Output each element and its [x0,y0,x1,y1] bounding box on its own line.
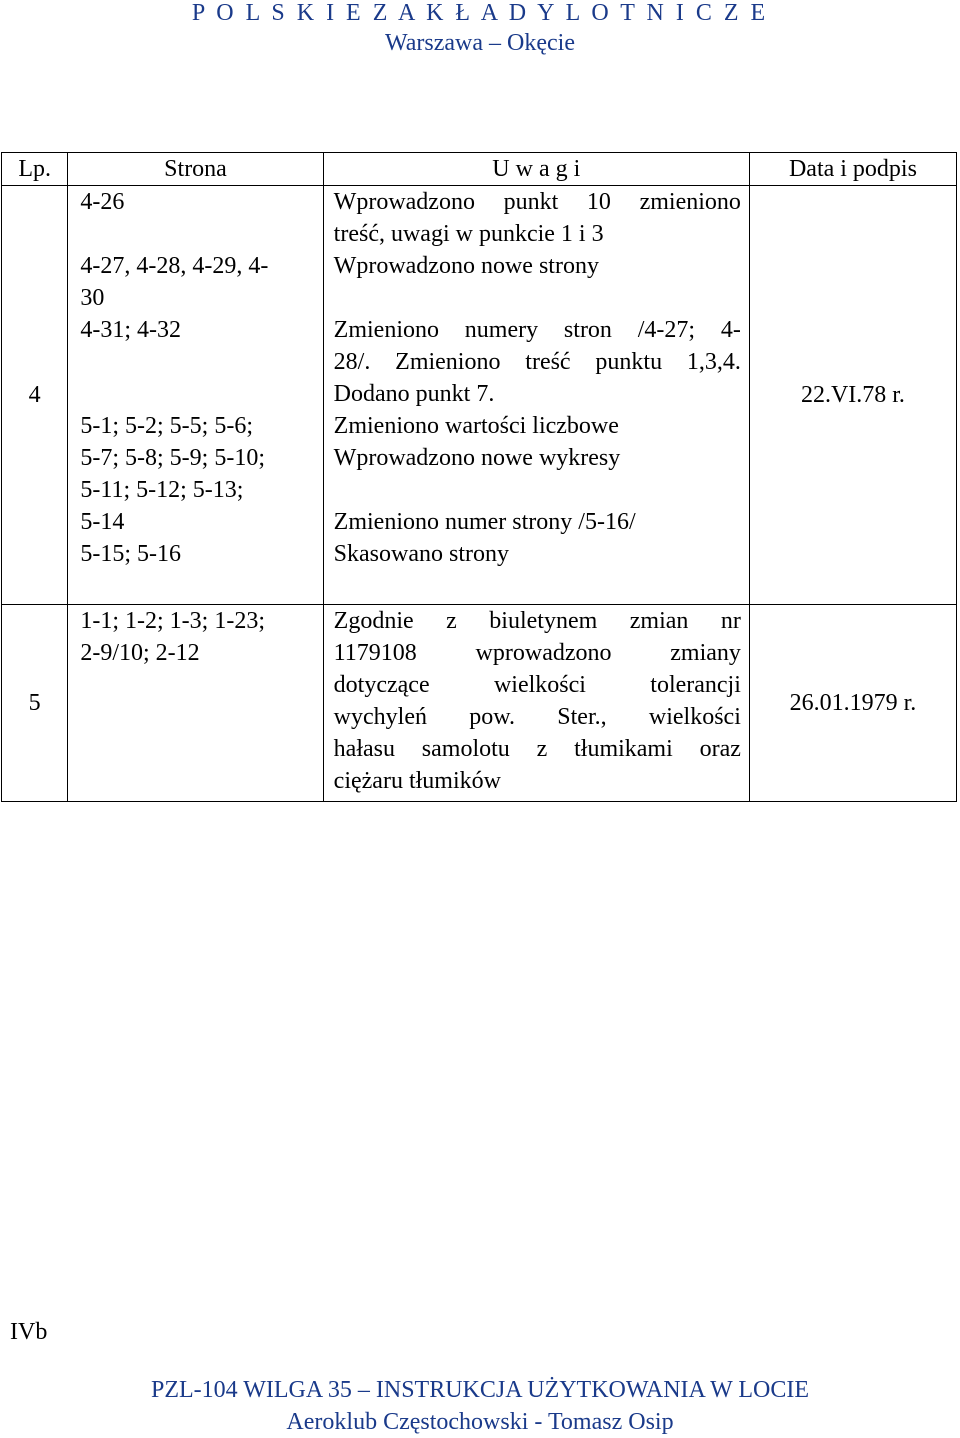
remarks-line: 28/. Zmieniono treść punktu 1,3,4. [333,349,741,375]
pages-line [80,378,322,410]
remarks-line: ciężaru tłumików [333,768,501,794]
pages-line: 4-26 [80,189,125,215]
pages-line: 4-27, 4-28, 4-29, 4- [80,253,269,279]
pages-line [80,218,322,250]
remarks-line: 1179108 wprowadzono zmiany [333,640,741,666]
remarks-line: Wprowadzono nowe wykresy [333,445,621,471]
remarks-line [334,474,741,506]
remarks-line: dotyczące wielkości tolerancji [333,672,741,698]
revision-table [1,152,957,802]
revision-pages [68,186,323,605]
column-header-uwagi: U w a g i [323,153,749,186]
footer-title: PZL-104 WILGA 35 – INSTRUKCJA UŻYTKOWANIA W LOCIE [151,1377,809,1403]
page-section-mark: IVb [10,1319,48,1345]
footer-author: Aeroklub Częstochowski - Tomasz Osip [286,1409,674,1435]
remarks-line: hałasu samolotu z tłumikami oraz [333,736,741,762]
column-header-lp: Lp. [2,153,68,186]
remarks-line: Zmieniono wartości liczbowe [333,413,619,439]
company-header: P O L S K I E Z A K Ł A D Y L O T N I C Z E [191,0,769,26]
remarks-line: Skasowano strony [333,541,509,567]
column-header-data: Data i podpis [749,153,956,186]
revision-remarks [323,605,749,802]
remarks-line: Zmieniono numery stron /4-27; 4- [333,317,741,343]
column-header-strona: Strona [68,153,323,186]
pages-line: 5-15; 5-16 [80,541,181,567]
remarks-line: wychyleń pow. Ster., wielkości [333,704,741,730]
pages-line: 5-1; 5-2; 5-5; 5-6; [80,413,253,439]
remarks-line: Wprowadzono punkt 10 zmieniono [333,189,741,215]
remarks-line: Wprowadzono nowe strony [333,253,599,279]
revision-date: 22.VI.78 r. [749,186,956,605]
company-location: Warszawa – Okęcie [385,30,575,56]
pages-line: 5-14 [80,509,125,535]
revision-date: 26.01.1979 r. [749,605,956,802]
revision-number: 4 [2,186,68,605]
table-row [2,186,957,605]
revision-number: 5 [2,605,68,802]
pages-line: 5-7; 5-8; 5-9; 5-10; [80,445,265,471]
table-header-row [2,153,957,186]
remarks-line [334,282,741,314]
remarks-line: Zmieniono numer strony /5-16/ [333,509,636,535]
pages-line: 4-31; 4-32 [80,317,181,343]
revision-pages [68,605,323,802]
pages-line: 1-1; 1-2; 1-3; 1-23; [80,608,265,634]
remarks-line: Zgodnie z biuletynem zmian nr [333,608,741,634]
pages-line: 30 [80,285,105,311]
pages-line: 2-9/10; 2-12 [80,640,200,666]
revision-remarks [323,186,749,605]
remarks-line: Dodano punkt 7. [333,381,495,407]
remarks-line: treść, uwagi w punkcie 1 i 3 [333,221,604,247]
pages-line: 5-11; 5-12; 5-13; [80,477,244,503]
table-row [2,605,957,802]
pages-line [80,346,322,378]
